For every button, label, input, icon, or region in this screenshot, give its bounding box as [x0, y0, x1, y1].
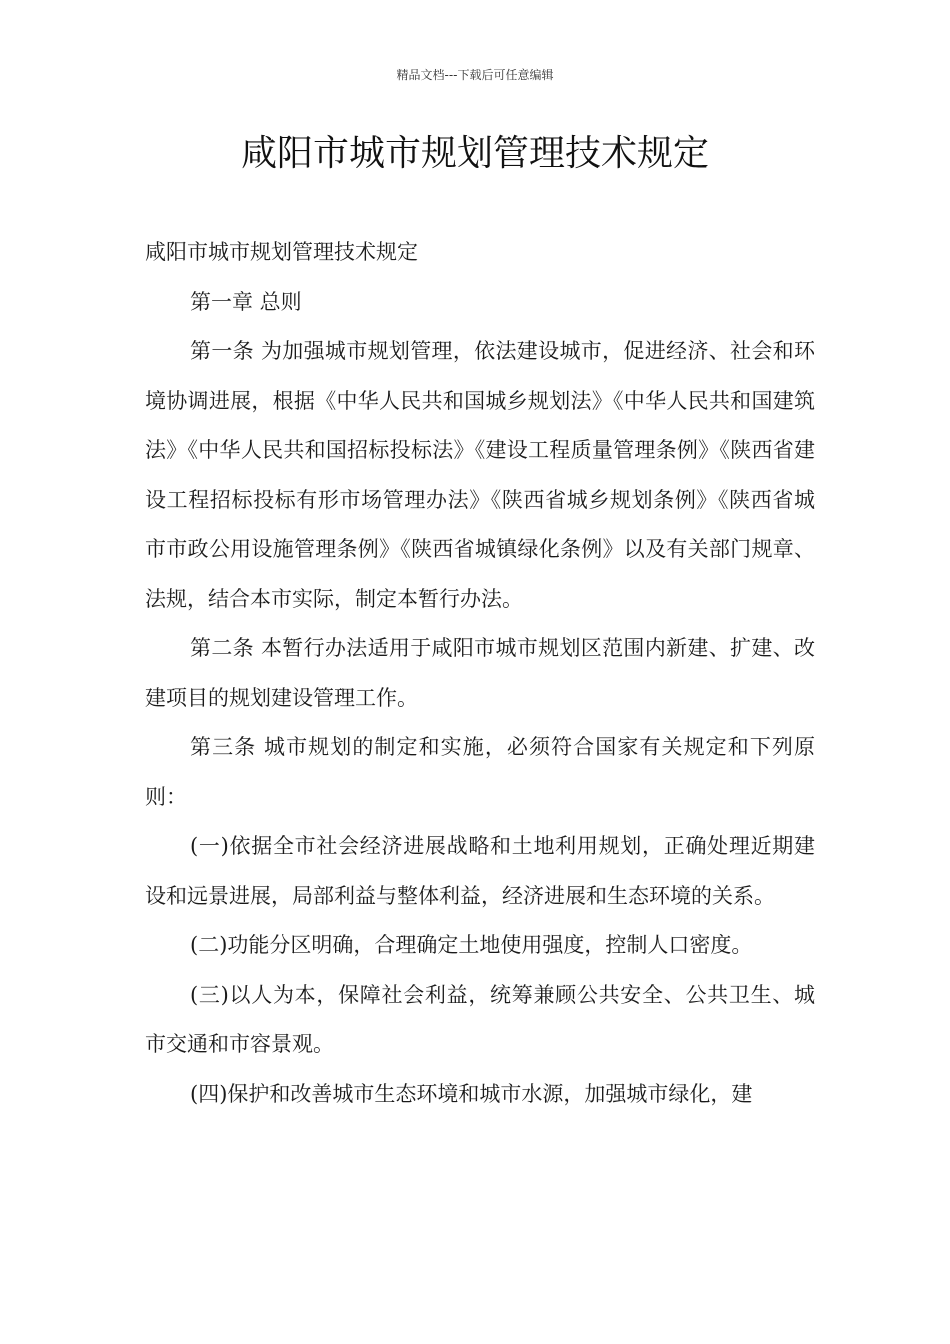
- document-title: 咸阳市城市规划管理技术规定: [240, 133, 709, 174]
- article-2: 第二条 本暂行办法适用于咸阳市城市规划区范围内新建、扩建、改建项目的规划建设管理工作。: [145, 636, 815, 710]
- chapter-heading: 第一章 总则: [190, 289, 302, 314]
- article-3: 第三条 城市规划的制定和实施，必须符合国家有关规定和下列原则：: [145, 735, 815, 809]
- page-header-note: 精品文档---下载后可任意编辑: [396, 68, 554, 82]
- principle-4: (四)保护和改善城市生态环境和城市水源，加强城市绿化，建: [190, 1081, 753, 1106]
- article-1: 第一条 为加强城市规划管理，依法建设城市，促进经济、社会和环境协调进展，根据《中华人民共和国城乡规划法》《中华人民共和国建筑法》《中华人民共和国招标投标法》《建设工程质量管理条例》《陕西省建设工程招标投标有形市场管理办法》《陕西省城乡规划条例》《陕西省城市市政公用设施管理条例》《陕西省城镇绿化条例》以及有关部门规章、法规，结合本市实际，制定本暂行办法。: [145, 339, 815, 611]
- principle-2: (二)功能分区明确，合理确定土地使用强度，控制人口密度。: [190, 933, 753, 957]
- principle-3: (三)以人为本，保障社会利益，统筹兼顾公共安全、公共卫生、城市交通和市容景观。: [145, 982, 815, 1056]
- body-heading: 咸阳市城市规划管理技术规定: [145, 240, 418, 264]
- document-body: [145, 228, 815, 1119]
- principle-1: (一)依据全市社会经济进展战略和土地利用规划，正确处理近期建设和远景进展，局部利益与整体利益，经济进展和生态环境的关系。: [145, 834, 815, 908]
